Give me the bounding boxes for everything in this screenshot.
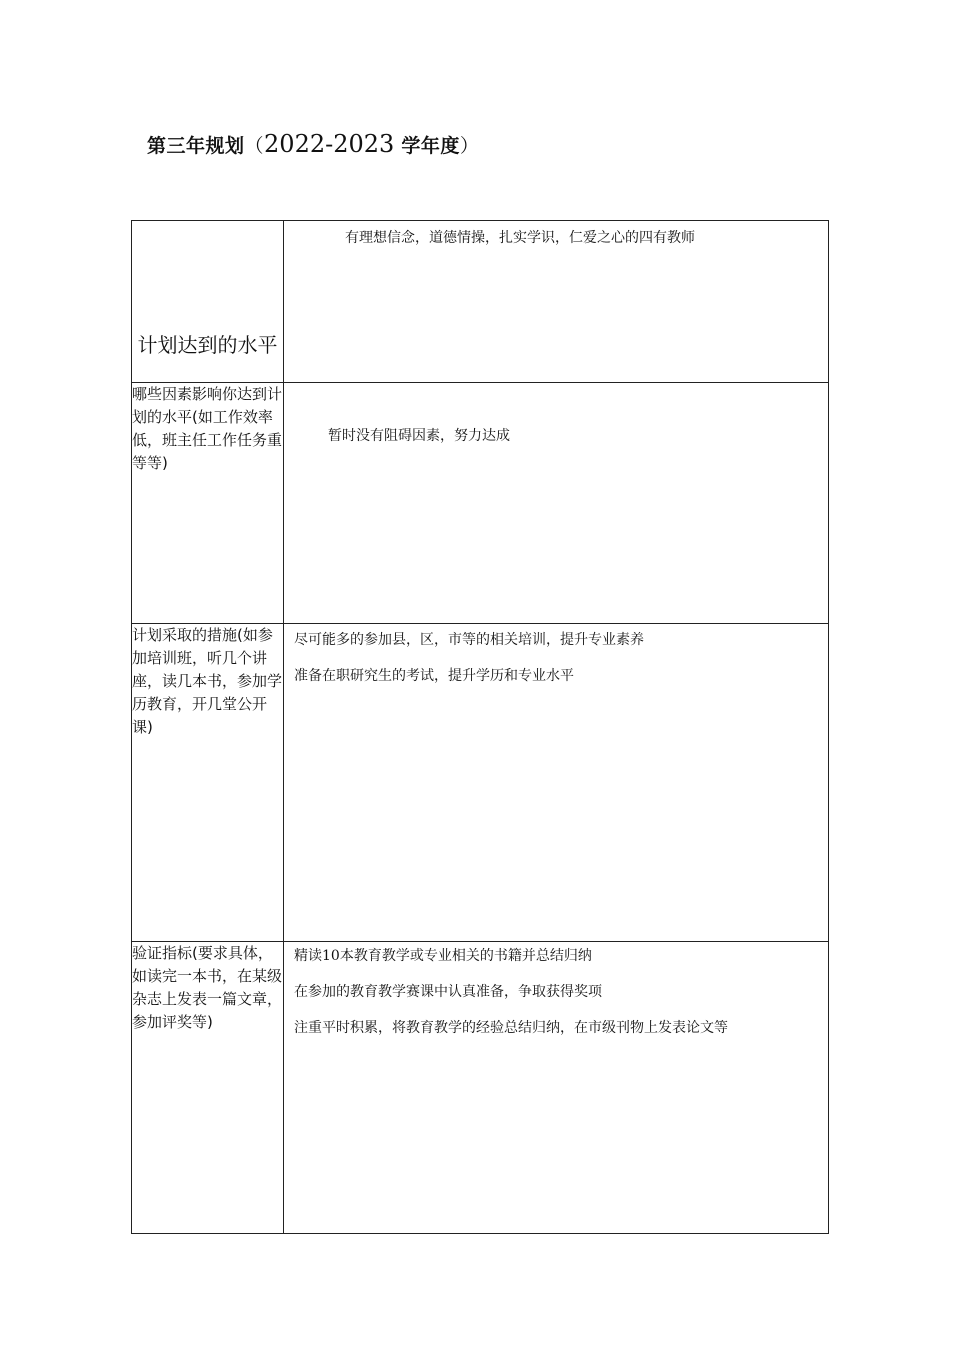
title-close-bracket: ） <box>459 135 480 157</box>
table-row-target-level <box>132 221 829 383</box>
content-line: 精读10本教育教学或专业相关的书籍并总结归纳 <box>294 948 592 964</box>
row-content-influencing-factors <box>284 383 829 624</box>
table-row-influencing-factors <box>132 383 829 624</box>
row-content-planned-measures <box>284 624 829 942</box>
title-suffix: 学年度 <box>394 135 460 157</box>
title-prefix: 第三年规划 <box>147 135 245 157</box>
content-line: 准备在职研究生的考试，提升学历和专业水平 <box>294 668 574 684</box>
row-content-target-level <box>284 221 829 383</box>
row-label-planned-measures: 计划采取的措施(如参加培训班，听几个讲座，读几本书，参加学历教育，开几堂公开课) <box>132 624 284 942</box>
content-line: 尽可能多的参加县，区，市等的相关培训，提升专业素养 <box>294 632 644 648</box>
row-label-verification-indicators: 验证指标(要求具体，如读完一本书，在某级杂志上发表一篇文章，参加评奖等) <box>132 942 284 1234</box>
row-content-verification-indicators <box>284 942 829 1234</box>
page-title <box>147 130 479 158</box>
row-label-target-level: 计划达到的水平 <box>132 221 284 383</box>
content-line: 在参加的教育教学赛课中认真准备，争取获得奖项 <box>294 984 602 1000</box>
plan-table <box>131 220 829 1234</box>
title-years: 2022-2023 <box>264 130 395 158</box>
table-row-planned-measures <box>132 624 829 942</box>
table-row-verification-indicators <box>132 942 829 1234</box>
content-line: 有理想信念，道德情操，扎实学识，仁爱之心的四有教师 <box>345 230 695 246</box>
content-line: 暂时没有阻碍因素，努力达成 <box>328 428 510 444</box>
title-open-bracket: （ <box>244 135 265 157</box>
row-label-influencing-factors: 哪些因素影响你达到计划的水平(如工作效率低，班主任工作任务重等等) <box>132 383 284 624</box>
content-line: 注重平时积累，将教育教学的经验总结归纳，在市级刊物上发表论文等 <box>294 1020 728 1036</box>
